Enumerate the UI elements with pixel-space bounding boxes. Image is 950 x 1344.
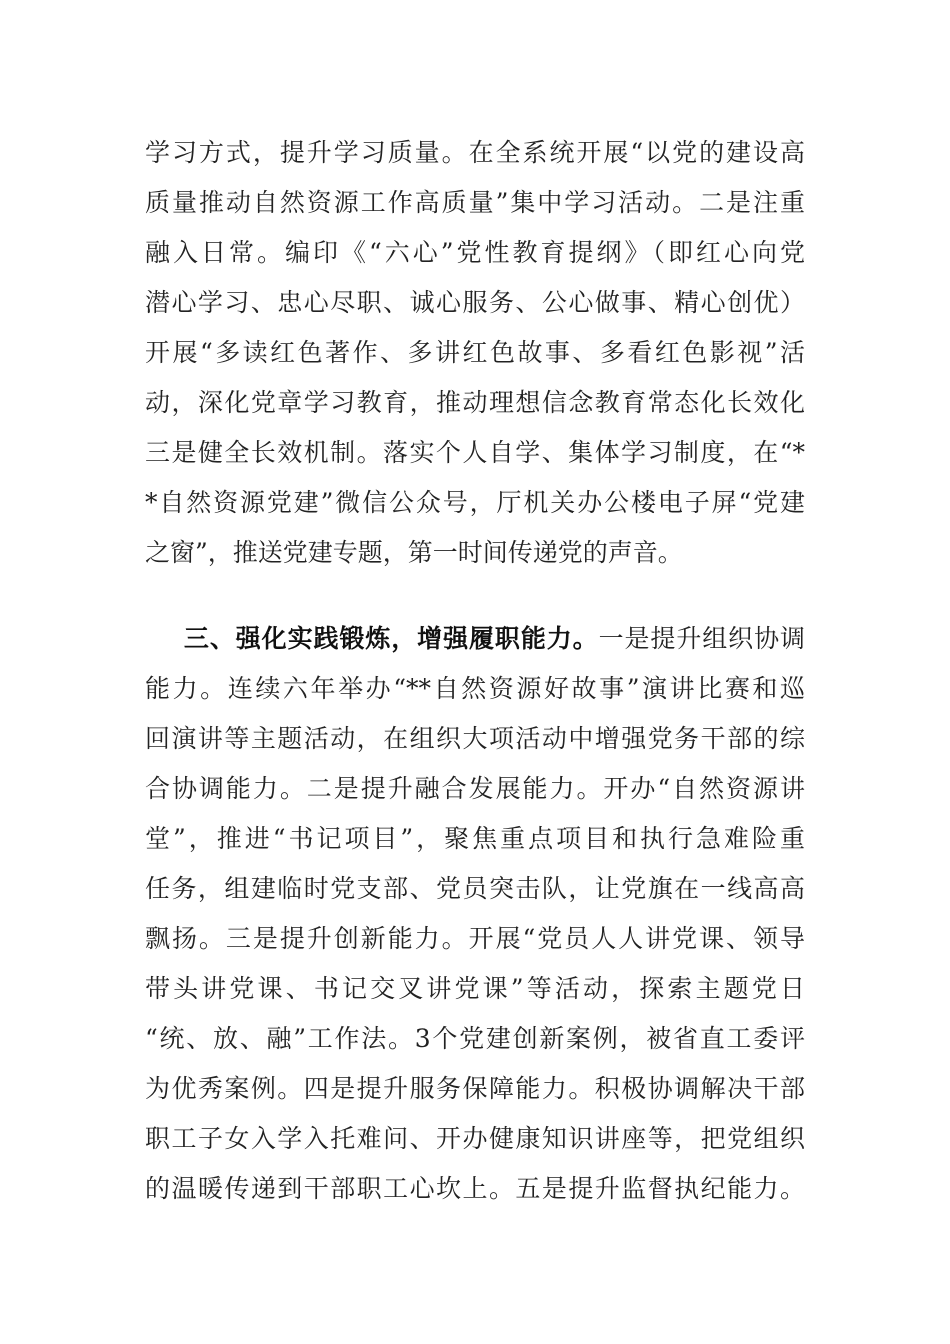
paragraph-line: 回演讲等主题活动，在组织大项活动中增强党务干部的综: [145, 724, 805, 753]
paragraph-line: 开展“多读红色著作、多讲红色故事、多看红色影视”活: [145, 338, 805, 367]
paragraph-line: 堂”，推进“书记项目”，聚焦重点项目和执行急难险重: [145, 824, 805, 853]
paragraph-line: 动，深化党章学习教育，推动理想信念教育常态化长效化: [145, 388, 805, 417]
paragraph-line: 任务，组建临时党支部、党员突击队，让党旗在一线高高: [145, 874, 805, 903]
heading-line-rest: 一是提升组织协调: [598, 624, 805, 653]
paragraph-line: 的温暖传递到干部职工心坎上。五是提升监督执纪能力。: [145, 1174, 805, 1203]
paragraph-line: *自然资源党建”微信公众号，厅机关办公楼电子屏“党建: [145, 488, 805, 517]
paragraph-line: 潜心学习、忠心尽职、诚心服务、公心做事、精心创优）: [145, 288, 805, 317]
paragraph-line: 飘扬。三是提升创新能力。开展“党员人人讲党课、领导: [145, 924, 805, 953]
paragraph-line: 合协调能力。二是提升融合发展能力。开办“自然资源讲: [145, 774, 805, 803]
paragraph-line: 三是健全长效机制。落实个人自学、集体学习制度，在“*: [145, 438, 805, 467]
section-heading: 三、强化实践锻炼，增强履职能力。: [183, 624, 599, 653]
paragraph-line: 带头讲党课、书记交叉讲党课”等活动，探索主题党日: [145, 974, 805, 1003]
paragraph-line: 学习方式，提升学习质量。在全系统开展“以党的建设高: [145, 138, 805, 167]
paragraph-line: 为优秀案例。四是提升服务保障能力。积极协调解决干部: [145, 1074, 805, 1103]
paragraph-line: 职工子女入学入托难问、开办健康知识讲座等，把党组织: [145, 1124, 805, 1153]
paragraph-line: 质量推动自然资源工作高质量”集中学习活动。二是注重: [145, 188, 805, 217]
paragraph-line: “统、放、融”工作法。3个党建创新案例，被省直工委评: [145, 1024, 805, 1053]
paragraph-line: 能力。连续六年举办“**自然资源好故事”演讲比赛和巡: [145, 674, 805, 703]
paragraph-line: 之窗”，推送党建专题，第一时间传递党的声音。: [145, 538, 683, 567]
paragraph-line: 融入日常。编印《“六心”党性教育提纲》（即红心向党: [145, 238, 805, 267]
section-heading-line: [145, 619, 805, 659]
